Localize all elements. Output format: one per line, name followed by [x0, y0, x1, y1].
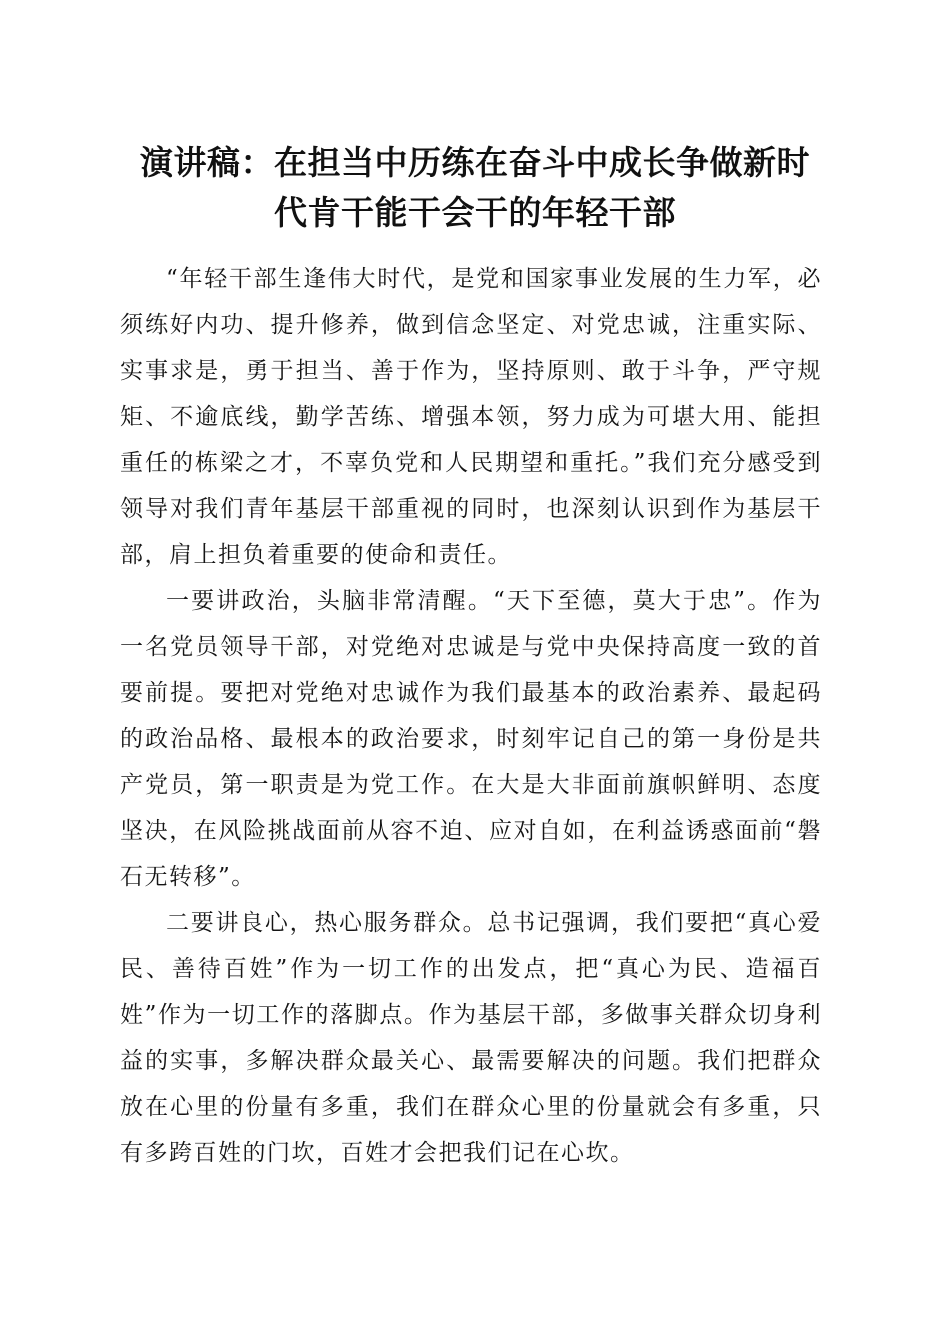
paragraph-politics: 一要讲政治，头脑非常清醒。“天下至德，莫大于忠”。作为一名党员领导干部，对党绝对忠诚是与党中央保持高度一致的首要前提。要把对党绝对忠诚作为我们最基本的政治素养、最起码的政治品格、最根本的政治要求，时刻牢记自己的第一身份是共产党员，第一职责是为党工作。在大是大非面前旗帜鲜明、态度坚决，在风险挑战面前从容不迫、应对自如，在利益诱惑面前“磐石无转移”。 [120, 588, 822, 890]
document-title [110, 138, 840, 238]
paragraph-conscience: 二要讲良心，热心服务群众。总书记强调，我们要把“真心爱民、善待百姓”作为一切工作的出发点，把“真心为民、造福百姓”作为一切工作的落脚点。作为基层干部，多做事关群众切身利益的实事，多解决群众最关心、最需要解决的问题。我们把群众放在心里的份量有多重，我们在群众心里的份量就会有多重，只有多跨百姓的门坎，百姓才会把我们记在心坎。 [120, 910, 822, 1166]
document-body [120, 256, 822, 1176]
title-line-2: 代肯干能干会干的年轻干部 [274, 193, 676, 232]
title-line-1: 演讲稿：在担当中历练在奋斗中成长争做新时 [140, 143, 810, 182]
paragraph-intro: “年轻干部生逢伟大时代，是党和国家事业发展的生力军，必须练好内功、提升修养，做到信念坚定、对党忠诚，注重实际、实事求是，勇于担当、善于作为，坚持原则、敢于斗争，严守规矩、不逾底线，勤学苦练、增强本领，努力成为可堪大用、能担重任的栋梁之才，不辜负党和人民期望和重托。”我们充分感受到领导对我们青年基层干部重视的同时，也深刻认识到作为基层干部，肩上担负着重要的使命和责任。 [120, 266, 822, 568]
